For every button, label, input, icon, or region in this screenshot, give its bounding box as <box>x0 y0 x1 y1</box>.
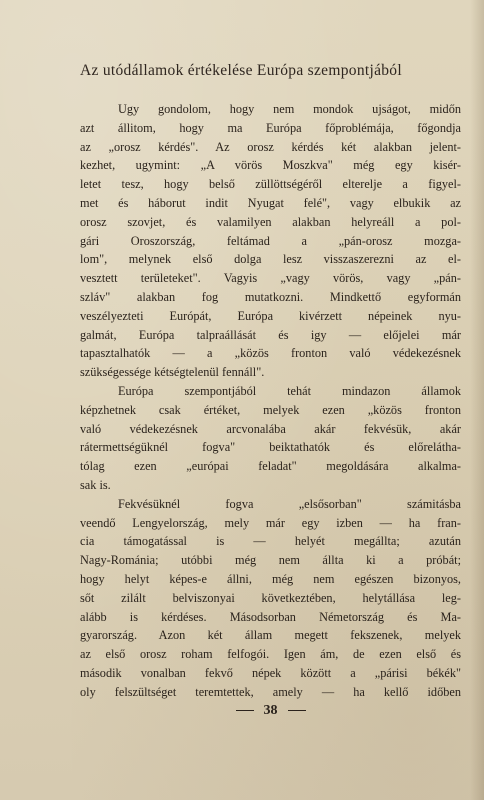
text-line: sak is. <box>80 477 111 492</box>
text-line: orosz szovjet, és valamilyen alakban helyreáll a pol- <box>80 214 461 229</box>
text-line: rátermettségüknél fogva" beiktathatók és előrelátha- <box>80 440 461 455</box>
text-line: szláv" alakban fog mutatkozni. Mindkettő egyformán <box>80 289 461 304</box>
body-text <box>80 100 461 702</box>
text-line: második vonalban fekvő népek között a „párisi békék" <box>80 665 461 680</box>
text-line: hogy helyt képes-e állni, még nem egészen bizonyos, <box>80 571 461 586</box>
page-edge-shadow <box>470 0 484 800</box>
folio-dash-right <box>288 710 306 711</box>
text-line: galmát, Európa talpraállását és igy — előjelei már <box>80 327 461 342</box>
text-line: vesztett területeket". Vagyis „vagy vörös, vagy „pán- <box>80 271 461 286</box>
folio-dash-left <box>236 710 254 711</box>
text-line: oly felszültséget teremtettek, amely — ha kellő időben <box>80 684 461 699</box>
text-line: gyarország. Azon két állam megett fekszenek, melyek <box>80 628 461 643</box>
text-line: tólag ezen „európai feladat" megoldására alkalma- <box>80 459 461 474</box>
text-line: gári Oroszország, feltámad a „pán-orosz mozga- <box>80 233 461 248</box>
text-line: met és háborut indit Nyugat felé", vagy elbukik az <box>80 195 461 210</box>
text-line: azt állitom, hogy ma Európa főproblémája, főgondja <box>80 120 461 135</box>
page-number <box>80 703 461 719</box>
text-line: való védekezésnek arcvonalába akár fekvésük, akár <box>80 421 461 436</box>
paragraph-3 <box>80 495 461 702</box>
text-line: cia támogatással is — helyét megállta; azután <box>80 534 461 549</box>
text-line: az „orosz kérdés". Az orosz kérdés két alakban jelent- <box>80 139 461 154</box>
text-line: kezhet, ugymint: „A vörös Moszkva" még egy kisér- <box>80 158 461 173</box>
text-line: Európa szempontjából tehát mindazon államok <box>118 383 461 398</box>
text-line: Nagy-Románia; utóbbi még nem állta ki a próbát; <box>80 553 461 568</box>
text-line: letet tesz, hogy belső züllöttségéről elterelje a figyel- <box>80 177 461 192</box>
page-heading: Az utódállamok értékelése Európa szempontjából <box>80 62 402 79</box>
text-line: veszélyezteti Európát, Európa kivérzett népeinek nyu- <box>80 308 461 323</box>
page-number-text: 38 <box>263 703 278 718</box>
text-line: veendő Lengyelország, mely már egy izben — ha fran- <box>80 515 461 530</box>
text-line: szükségessége kétségtelenül fennáll". <box>80 365 265 380</box>
text-line: képzhetnek csak értéket, melyek ezen „közös fronton <box>80 402 461 417</box>
text-line: tapasztalhatók — a „közös fronton való védekezésnek <box>80 346 461 361</box>
paragraph-2 <box>80 382 461 495</box>
text-line: Fekvésüknél fogva „elsősorban" számitásba <box>118 496 461 511</box>
text-line: alább is kérdéses. Másodsorban Németország és Ma- <box>80 609 461 624</box>
text-line: az első orosz roham felfogói. Igen ám, de ezen első és <box>80 647 461 662</box>
text-line: Ugy gondolom, hogy nem mondok ujságot, midőn <box>118 102 461 116</box>
text-line: lom", melynek első dolga lesz visszaszerezni az el- <box>80 252 461 267</box>
paragraph-1 <box>80 100 461 382</box>
text-line: sőt zilált belviszonyai következtében, helytállása leg- <box>80 590 461 605</box>
